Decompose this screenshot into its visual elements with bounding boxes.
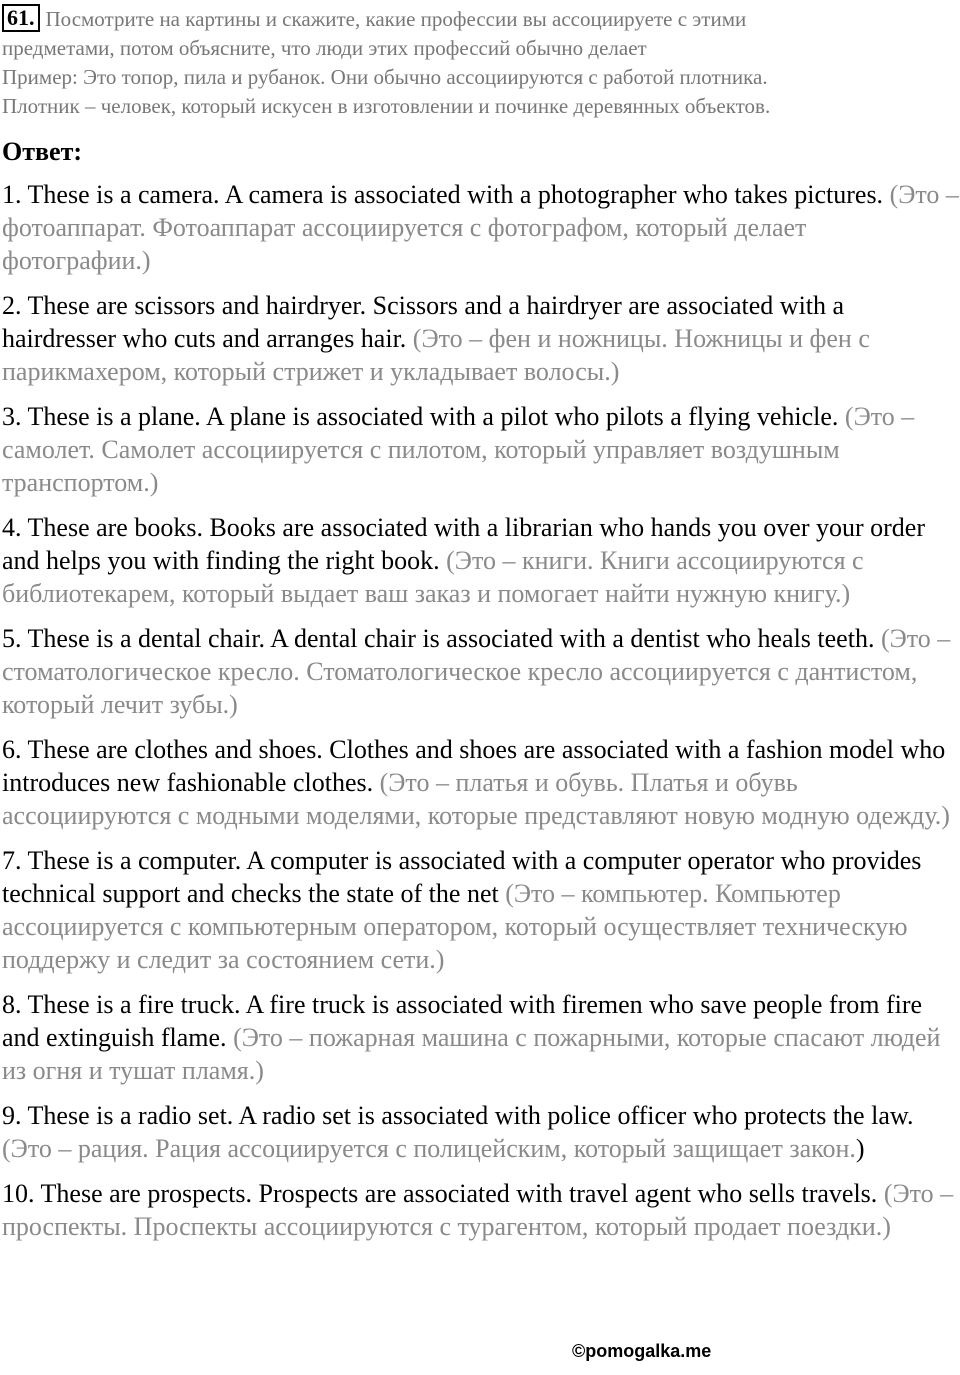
answer-russian: (Это – проспекты. Проспекты ассоциируются с турагентом, который продает поездки.) <box>2 1179 954 1241</box>
answer-number: 7. <box>2 846 22 875</box>
answer-number: 2. <box>2 291 22 320</box>
answer-english: These is a camera. A camera is associated with a photographer who takes pictures. <box>27 180 884 209</box>
answer-english: These are scissors and hairdryer. Scissors and a hairdryer are associated with a hairdresser who cuts and arranges hair. <box>2 291 845 353</box>
answer-closing-paren: ) <box>855 1134 865 1163</box>
answer-russian: (Это – книги. Книги ассоциируются с библиотекарем, который выдает ваш заказ и помогает найти нужную книгу.) <box>2 546 864 608</box>
answer-item <box>2 1099 960 1165</box>
answer-english: These is a radio set. A radio set is associated with police officer who protects the law. <box>27 1101 914 1130</box>
answer-russian: (Это – фен и ножницы. Ножницы и фен с парикмахером, который стрижет и укладывает волосы.) <box>2 324 870 386</box>
answer-number: 8. <box>2 990 22 1019</box>
answer-item <box>2 988 960 1087</box>
answer-number: 4. <box>2 513 22 542</box>
answer-english: These are books. Books are associated with a librarian who hands you over your order and helps you with finding the right book. <box>2 513 925 575</box>
answer-english: These is a fire truck. A fire truck is associated with firemen who save people from fire and extinguish flame. <box>2 990 923 1052</box>
task-line <box>2 4 958 34</box>
answer-item <box>2 511 960 610</box>
answer-number: 1. <box>2 180 22 209</box>
answer-item <box>2 289 960 388</box>
answer-number: 5. <box>2 624 22 653</box>
answer-item <box>2 178 960 277</box>
answer-item <box>2 400 960 499</box>
site-watermark: ©pomogalka.me <box>572 1341 712 1361</box>
answer-russian: (Это – рация. Рация ассоциируется с полицейским, который защищает закон. <box>2 1134 856 1163</box>
answer-english: These is a dental chair. A dental chair is associated with a dentist who heals teeth. <box>27 624 875 653</box>
answer-heading: Ответ: <box>2 137 83 166</box>
answer-russian: (Это – платья и обувь. Платья и обувь ассоциируются с модными моделями, которые представляют новую модную одежду.) <box>2 768 950 830</box>
answer-english: These are clothes and shoes. Clothes and shoes are associated with a fashion model who introduces new fashionable clothes. <box>2 735 946 797</box>
answer-russian: (Это – самолет. Самолет ассоциируется с пилотом, который управляет воздушным транспортом.) <box>2 402 915 497</box>
answer-item <box>2 1177 960 1243</box>
answer-item <box>2 844 960 976</box>
answer-number: 10. <box>2 1179 35 1208</box>
task-statement <box>2 4 958 121</box>
answer-item <box>2 733 960 832</box>
answer-russian: (Это – стоматологическое кресло. Стоматологическое кресло ассоциируется с дантистом, который лечит зубы.) <box>2 624 951 719</box>
answer-english: These is a computer. A computer is associated with a computer operator who provides technical support and checks the state of the net <box>2 846 922 908</box>
answer-russian: (Это – компьютер. Компьютер ассоциируется с компьютерным оператором, который осуществляет техническую поддержу и следит за состоянием сети.) <box>2 879 908 974</box>
answer-english: These are prospects. Prospects are associated with travel agent who sells travels. <box>40 1179 878 1208</box>
answer-number: 9. <box>2 1101 22 1130</box>
answer-number: 3. <box>2 402 22 431</box>
task-line: Пример: Это топор, пила и рубанок. Они обычно ассоциируются с работой плотника. <box>2 65 768 89</box>
answer-russian: (Это – пожарная машина с пожарными, которые спасают людей из огня и тушат пламя.) <box>2 1023 941 1085</box>
task-line-text: Посмотрите на картины и скажите, какие профессии вы ассоциируете с этими <box>45 7 747 31</box>
answer-russian: (Это – фотоаппарат. Фотоаппарат ассоциируется с фотографом, который делает фотографии.) <box>2 180 959 275</box>
task-line: предметами, потом объясните, что люди этих профессий обычно делает <box>2 36 647 60</box>
answer-number: 6. <box>2 735 22 764</box>
answer-item <box>2 622 960 721</box>
task-line: Плотник – человек, который искусен в изготовлении и починке деревянных объектов. <box>2 94 771 118</box>
answer-list <box>2 178 960 1255</box>
task-number: 61. <box>2 4 40 32</box>
answer-english: These is a plane. A plane is associated with a pilot who pilots a flying vehicle. <box>27 402 839 431</box>
